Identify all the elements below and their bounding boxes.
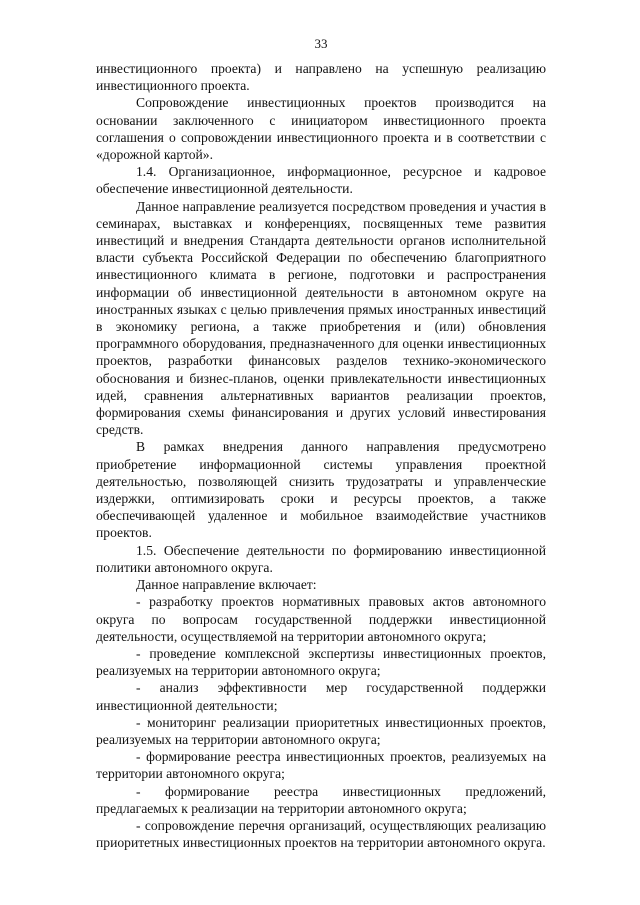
list-item-3: - анализ эффективности мер государственной поддержки инвестиционной деятельности;	[96, 680, 546, 713]
list-item-5: - формирование реестра инвестиционных проектов, реализуемых на территории автономного округа;	[96, 749, 546, 782]
paragraph-4: Данное направление реализуется посредством проведения и участия в семинарах, выставках и конференциях, посвященных теме развития инвестиций и внедрения Стандарта деятельности органов исполнительной власти субъекта Российской Федерации по обеспечению благоприятного инвестиционного климата в регионе, подготовки и распространения информации об инвестиционной деятельности в автономном округе на иностранных языках с целью привлечения прямых иностранных инвестиций в экономику региона, а также приобретения и (или) обновления программного оборудования, предназначенного для оценки инвестиционных проектов, разработки финансовых разделов технико-экономического обоснования и бизнес-планов, оценки привлекательности инвестиционных идей, сравнения альтернативных вариантов реализации проектов, формирования схемы финансирования и других условий инвестирования средств.	[96, 198, 546, 438]
paragraph-2: Сопровождение инвестиционных проектов производится на основании заключенного с инициатором инвестиционного проекта соглашения о сопровождении инвестиционного проекта и в соответствии с «дорожной картой».	[96, 95, 546, 163]
list-item-4: - мониторинг реализации приоритетных инвестиционных проектов, реализуемых на территории автономного округа;	[96, 714, 546, 747]
list-item-1: - разработку проектов нормативных правовых актов автономного округа по вопросам государственной поддержки инвестиционной деятельности, осуществляемой на территории автономного округа;	[96, 594, 546, 644]
page-number: 33	[314, 36, 328, 51]
paragraph-1: инвестиционного проекта) и направлено на успешную реализацию инвестиционного проекта.	[96, 61, 546, 94]
list-item-7: - сопровождение перечня организаций, осуществляющих реализацию приоритетных инвестиционных проектов на территории автономного округа.	[96, 817, 546, 851]
section-heading-1-4: 1.4. Организационное, информационное, ресурсное и кадровое обеспечение инвестиционной деятельности.	[96, 164, 546, 197]
section-heading-1-5: 1.5. Обеспечение деятельности по формированию инвестиционной политики автономного округа.	[96, 542, 546, 575]
paragraph-5: В рамках внедрения данного направления предусмотрено приобретение информационной системы управления проектной деятельностью, позволяющей снизить трудозатраты и управленческие издержки, оптимизировать сроки и ресурсы проектов, а также обеспечивающей удаленное и мобильное взаимодействие участников проектов.	[96, 439, 546, 541]
paragraph-7: Данное направление включает:	[136, 577, 317, 593]
list-item-6: - формирование реестра инвестиционных предложений, предлагаемых к реализации на территории автономного округа;	[96, 783, 546, 816]
list-item-2: - проведение комплексной экспертизы инвестиционных проектов, реализуемых на территории автономного округа;	[96, 645, 546, 679]
